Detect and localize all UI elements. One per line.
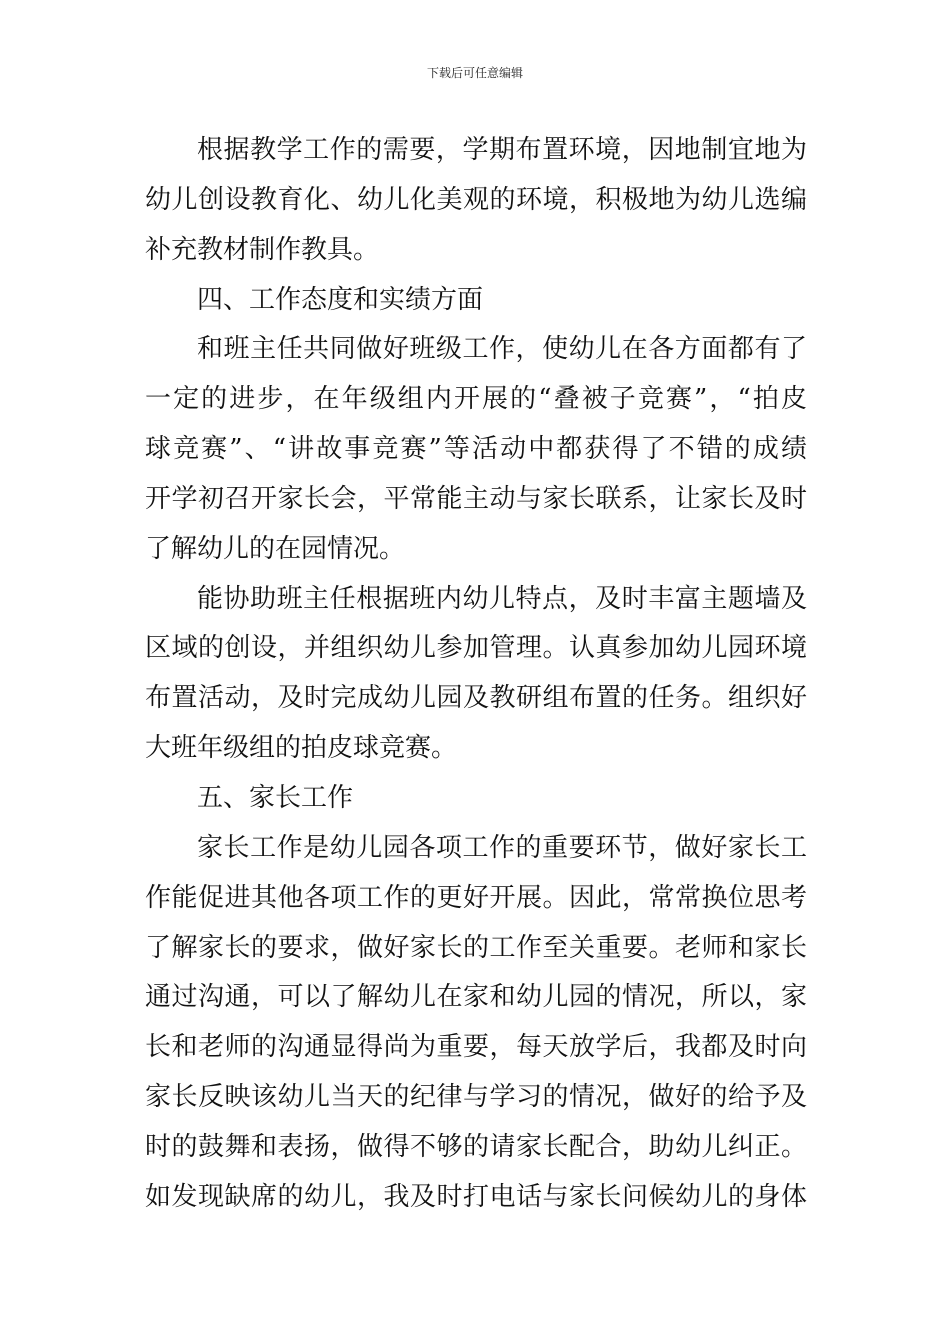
paragraph-line: 布置活动，及时完成幼儿园及教研组布置的任务。组织好 [145,683,807,714]
section-heading: 五、家长工作 [197,782,354,813]
paragraph-line: 补充教材制作教具。 [145,234,380,265]
paragraph-line: 作能促进其他各项工作的更好开展。因此，常常换位思考 [145,882,807,913]
page-header: 下载后可任意编辑 [426,66,523,80]
paragraph-line: 通过沟通，可以了解幼儿在家和幼儿园的情况，所以，家 [145,982,807,1013]
paragraph-line: 长和老师的沟通显得尚为重要，每天放学后，我都及时向 [145,1032,807,1063]
paragraph-line: 开学初召开家长会，平常能主动与家长联系，让家长及时 [145,483,807,514]
paragraph-line: 家长工作是幼儿园各项工作的重要环节，做好家长工 [197,832,807,863]
paragraph-line: 时的鼓舞和表扬，做得不够的请家长配合，助幼儿纠正。 [145,1131,807,1162]
paragraph-line: 家长反映该幼儿当天的纪律与学习的情况，做好的给予及 [145,1082,807,1113]
document-body [145,126,807,1223]
paragraph-line: 和班主任共同做好班级工作，使幼儿在各方面都有了 [197,334,807,365]
paragraph-line: 如发现缺席的幼儿，我及时打电话与家长问候幼儿的身体 [145,1181,807,1212]
paragraph-line: 区域的创设，并组织幼儿参加管理。认真参加幼儿园环境 [145,633,807,664]
paragraph-line: 根据教学工作的需要，学期布置环境，因地制宜地为 [197,135,807,165]
paragraph-line: 一定的进步，在年级组内开展的“叠被子竞赛”，“拍皮 [145,384,807,415]
section-heading: 四、工作态度和实绩方面 [197,284,484,315]
paragraph-line: 大班年级组的拍皮球竞赛。 [145,733,458,764]
paragraph-line: 幼儿创设教育化、幼儿化美观的环境，积极地为幼儿选编 [145,184,807,215]
paragraph-line: 了解家长的要求，做好家长的工作至关重要。老师和家长 [145,932,807,963]
paragraph-line: 了解幼儿的在园情况。 [145,533,406,564]
paragraph-line: 能协助班主任根据班内幼儿特点，及时丰富主题墙及 [197,583,807,614]
paragraph-line: 球竞赛”、“讲故事竞赛”等活动中都获得了不错的成绩 [145,434,807,465]
